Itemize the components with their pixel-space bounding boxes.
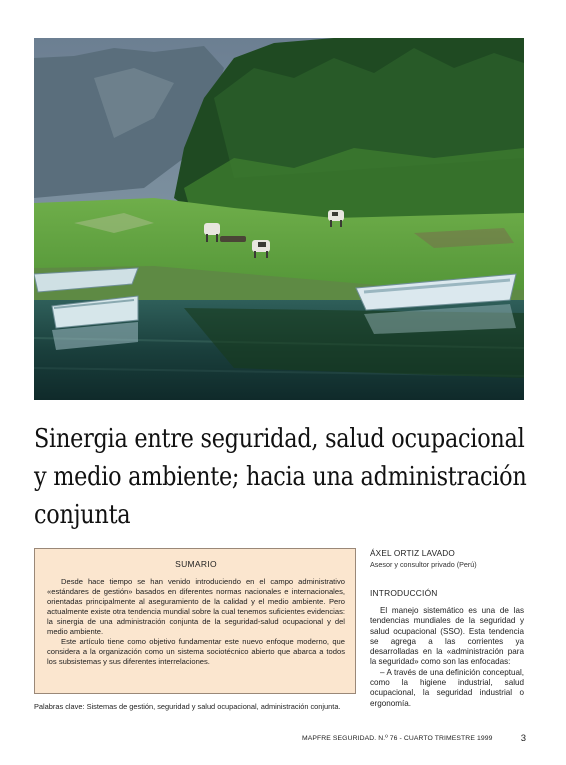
author-affiliation: Asesor y consultor privado (Perú) <box>370 560 477 569</box>
article-title: Sinergia entre seguridad, salud ocupacional y medio ambiente; hacia una administración conjunta <box>34 424 527 530</box>
summary-paragraph: Desde hace tiempo se han venido introduciendo en el campo administrativo «estándares de gestión» basados en diferentes normas nacionales e internacionales, orientadas principalmente al aseguramiento de la calidad y el medio ambiente. Pero actualmente existe otra tendencia mundial sobre la cual tenemos suficientes evidencias: la sinergia de una administración conjunta de la seguridad-salud ocupacional y del medio ambiente. <box>47 577 345 636</box>
summary-heading: SUMARIO <box>175 559 217 569</box>
body-paragraph: – A través de una definición conceptual, como la higiene industrial, salud ocupacional, la seguridad industrial o ergonomía. <box>370 667 524 708</box>
right-column <box>370 549 524 709</box>
keywords: Palabras clave: Sistemas de gestión, seguridad y salud ocupacional, administración conjunta. <box>34 702 341 711</box>
body-paragraph: El manejo sistemático es una de las tendencias mundiales de la seguridad y salud ocupacional (SSO). Esta tendencia se agrega a las corrientes ya desarrolladas en la «administración para la seguridad» como son las enfocadas: <box>370 606 524 667</box>
author-name: ÁXEL ORTIZ LAVADO <box>370 549 455 558</box>
page-footer <box>302 735 526 742</box>
journal-reference: MAPFRE SEGURIDAD. N.º 76 - CUARTO TRIMESTRE 1999 <box>302 735 493 742</box>
page-number: 3 <box>520 733 526 744</box>
section-heading-introduction: INTRODUCCIÓN <box>370 588 438 598</box>
header-photo <box>34 38 524 400</box>
summary-paragraph: Este artículo tiene como objetivo fundamentar este nuevo enfoque moderno, que considera a la organización como un sistema sociotécnico abierto que abarca a todos los subsistemas y sus diferentes interrelaciones. <box>47 637 345 666</box>
summary-box <box>34 548 356 694</box>
